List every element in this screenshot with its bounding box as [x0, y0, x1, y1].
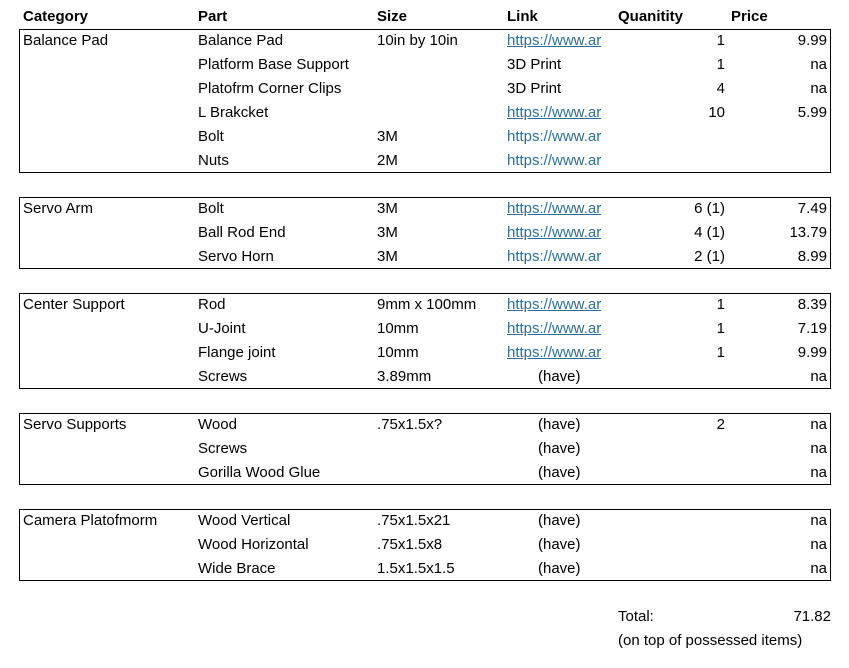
header-price: Price [731, 8, 768, 25]
source-cell: (have) [538, 416, 581, 433]
total-note: (on top of possessed items) [618, 632, 803, 649]
part-cell: Ball Rod End [198, 224, 286, 241]
source-cell: (have) [538, 464, 581, 481]
source-cell: (have) [538, 512, 581, 529]
quantity-cell: 2 [716, 416, 725, 433]
price-cell: 5.99 [797, 104, 827, 121]
quantity-cell: 10 [708, 104, 725, 121]
size-cell: 3M [377, 224, 398, 241]
header-category: Category [23, 8, 89, 25]
source-cell: 3D Print [507, 80, 562, 97]
part-cell: U-Joint [198, 320, 246, 337]
quantity-cell [620, 149, 725, 173]
price-cell: 8.39 [797, 296, 827, 313]
size-cell: 1.5x1.5x1.5 [377, 560, 455, 577]
quantity-cell: 4 [716, 80, 725, 97]
header-part: Part [198, 8, 228, 25]
size-cell: 3M [377, 200, 398, 217]
header-link: Link [507, 8, 538, 25]
quantity-cell [620, 509, 725, 533]
source-cell: (have) [538, 536, 581, 553]
price-cell: na [810, 56, 827, 73]
link-cell[interactable]: https://www.ar [507, 104, 602, 121]
category-label: Camera Platofmorm [23, 512, 158, 529]
part-cell: Nuts [198, 152, 229, 169]
part-cell: Rod [198, 296, 226, 313]
source-cell: (have) [538, 440, 581, 457]
total-label: Total: [618, 608, 654, 625]
part-cell: Bolt [198, 128, 224, 145]
part-cell: L Brakcket [198, 104, 269, 121]
link-cell[interactable]: https://www.ar [507, 128, 602, 145]
price-cell: na [810, 368, 827, 385]
category-label: Center Support [23, 296, 125, 313]
price-cell: na [810, 440, 827, 457]
price-cell: na [810, 512, 827, 529]
total-value: 71.82 [793, 608, 831, 625]
price-cell: na [810, 416, 827, 433]
quantity-cell [620, 461, 725, 485]
part-cell: Platofrm Corner Clips [198, 80, 342, 97]
quantity-cell: 6 (1) [694, 200, 725, 217]
part-cell: Screws [198, 368, 248, 385]
category-label: Servo Arm [23, 200, 94, 217]
quantity-cell: 1 [716, 56, 725, 73]
source-cell: (have) [538, 368, 581, 385]
part-cell: Wood Vertical [198, 512, 291, 529]
part-cell: Flange joint [198, 344, 276, 361]
price-cell: 7.19 [797, 320, 827, 337]
price-cell: na [810, 80, 827, 97]
size-cell: .75x1.5x8 [377, 536, 443, 553]
quantity-cell: 2 (1) [694, 248, 725, 265]
price-cell [730, 125, 827, 149]
link-cell[interactable]: https://www.ar [507, 200, 602, 217]
size-cell: 10in by 10in [377, 32, 458, 49]
category-label: Balance Pad [23, 32, 109, 49]
header-quantity: Quanitity [618, 8, 684, 25]
part-cell: Wood [198, 416, 237, 433]
category-label: Servo Supports [23, 416, 127, 433]
quantity-cell [620, 437, 725, 461]
link-cell[interactable]: https://www.ar [507, 32, 602, 49]
link-cell[interactable]: https://www.ar [507, 248, 602, 265]
quantity-cell: 1 [716, 320, 725, 337]
part-cell: Platform Base Support [198, 56, 349, 73]
part-cell: Gorilla Wood Glue [198, 464, 321, 481]
quantity-cell: 1 [716, 344, 725, 361]
price-cell: 8.99 [797, 248, 827, 265]
price-cell: 9.99 [797, 32, 827, 49]
size-cell: .75x1.5x? [377, 416, 443, 433]
size-cell: .75x1.5x21 [377, 512, 451, 529]
price-cell: na [810, 560, 827, 577]
quantity-cell [620, 557, 725, 581]
price-cell: 9.99 [797, 344, 827, 361]
price-cell: na [810, 464, 827, 481]
size-cell: 3M [377, 128, 398, 145]
part-cell: Bolt [198, 200, 224, 217]
price-cell: 13.79 [789, 224, 827, 241]
source-cell: 3D Print [507, 56, 562, 73]
part-cell: Wood Horizontal [198, 536, 309, 553]
link-cell[interactable]: https://www.ar [507, 152, 602, 169]
quantity-cell: 1 [716, 32, 725, 49]
price-cell: 7.49 [797, 200, 827, 217]
size-cell: 3.89mm [377, 368, 432, 385]
size-cell: 10mm [377, 344, 419, 361]
quantity-cell: 4 (1) [694, 224, 725, 241]
size-cell: 10mm [377, 320, 419, 337]
part-cell: Balance Pad [198, 32, 284, 49]
part-cell: Screws [198, 440, 248, 457]
source-cell: (have) [538, 560, 581, 577]
header-size: Size [377, 8, 408, 25]
quantity-cell [620, 125, 725, 149]
size-cell: 9mm x 100mm [377, 296, 477, 313]
link-cell[interactable]: https://www.ar [507, 320, 602, 337]
part-cell: Servo Horn [198, 248, 274, 265]
price-cell [730, 149, 827, 173]
price-cell: na [810, 536, 827, 553]
size-cell: 2M [377, 152, 398, 169]
quantity-cell [620, 365, 725, 389]
part-cell: Wide Brace [198, 560, 276, 577]
link-cell[interactable]: https://www.ar [507, 224, 602, 241]
link-cell[interactable]: https://www.ar [507, 296, 602, 313]
quantity-cell [620, 533, 725, 557]
quantity-cell: 1 [716, 296, 725, 313]
size-cell: 3M [377, 248, 398, 265]
link-cell[interactable]: https://www.ar [507, 344, 602, 361]
